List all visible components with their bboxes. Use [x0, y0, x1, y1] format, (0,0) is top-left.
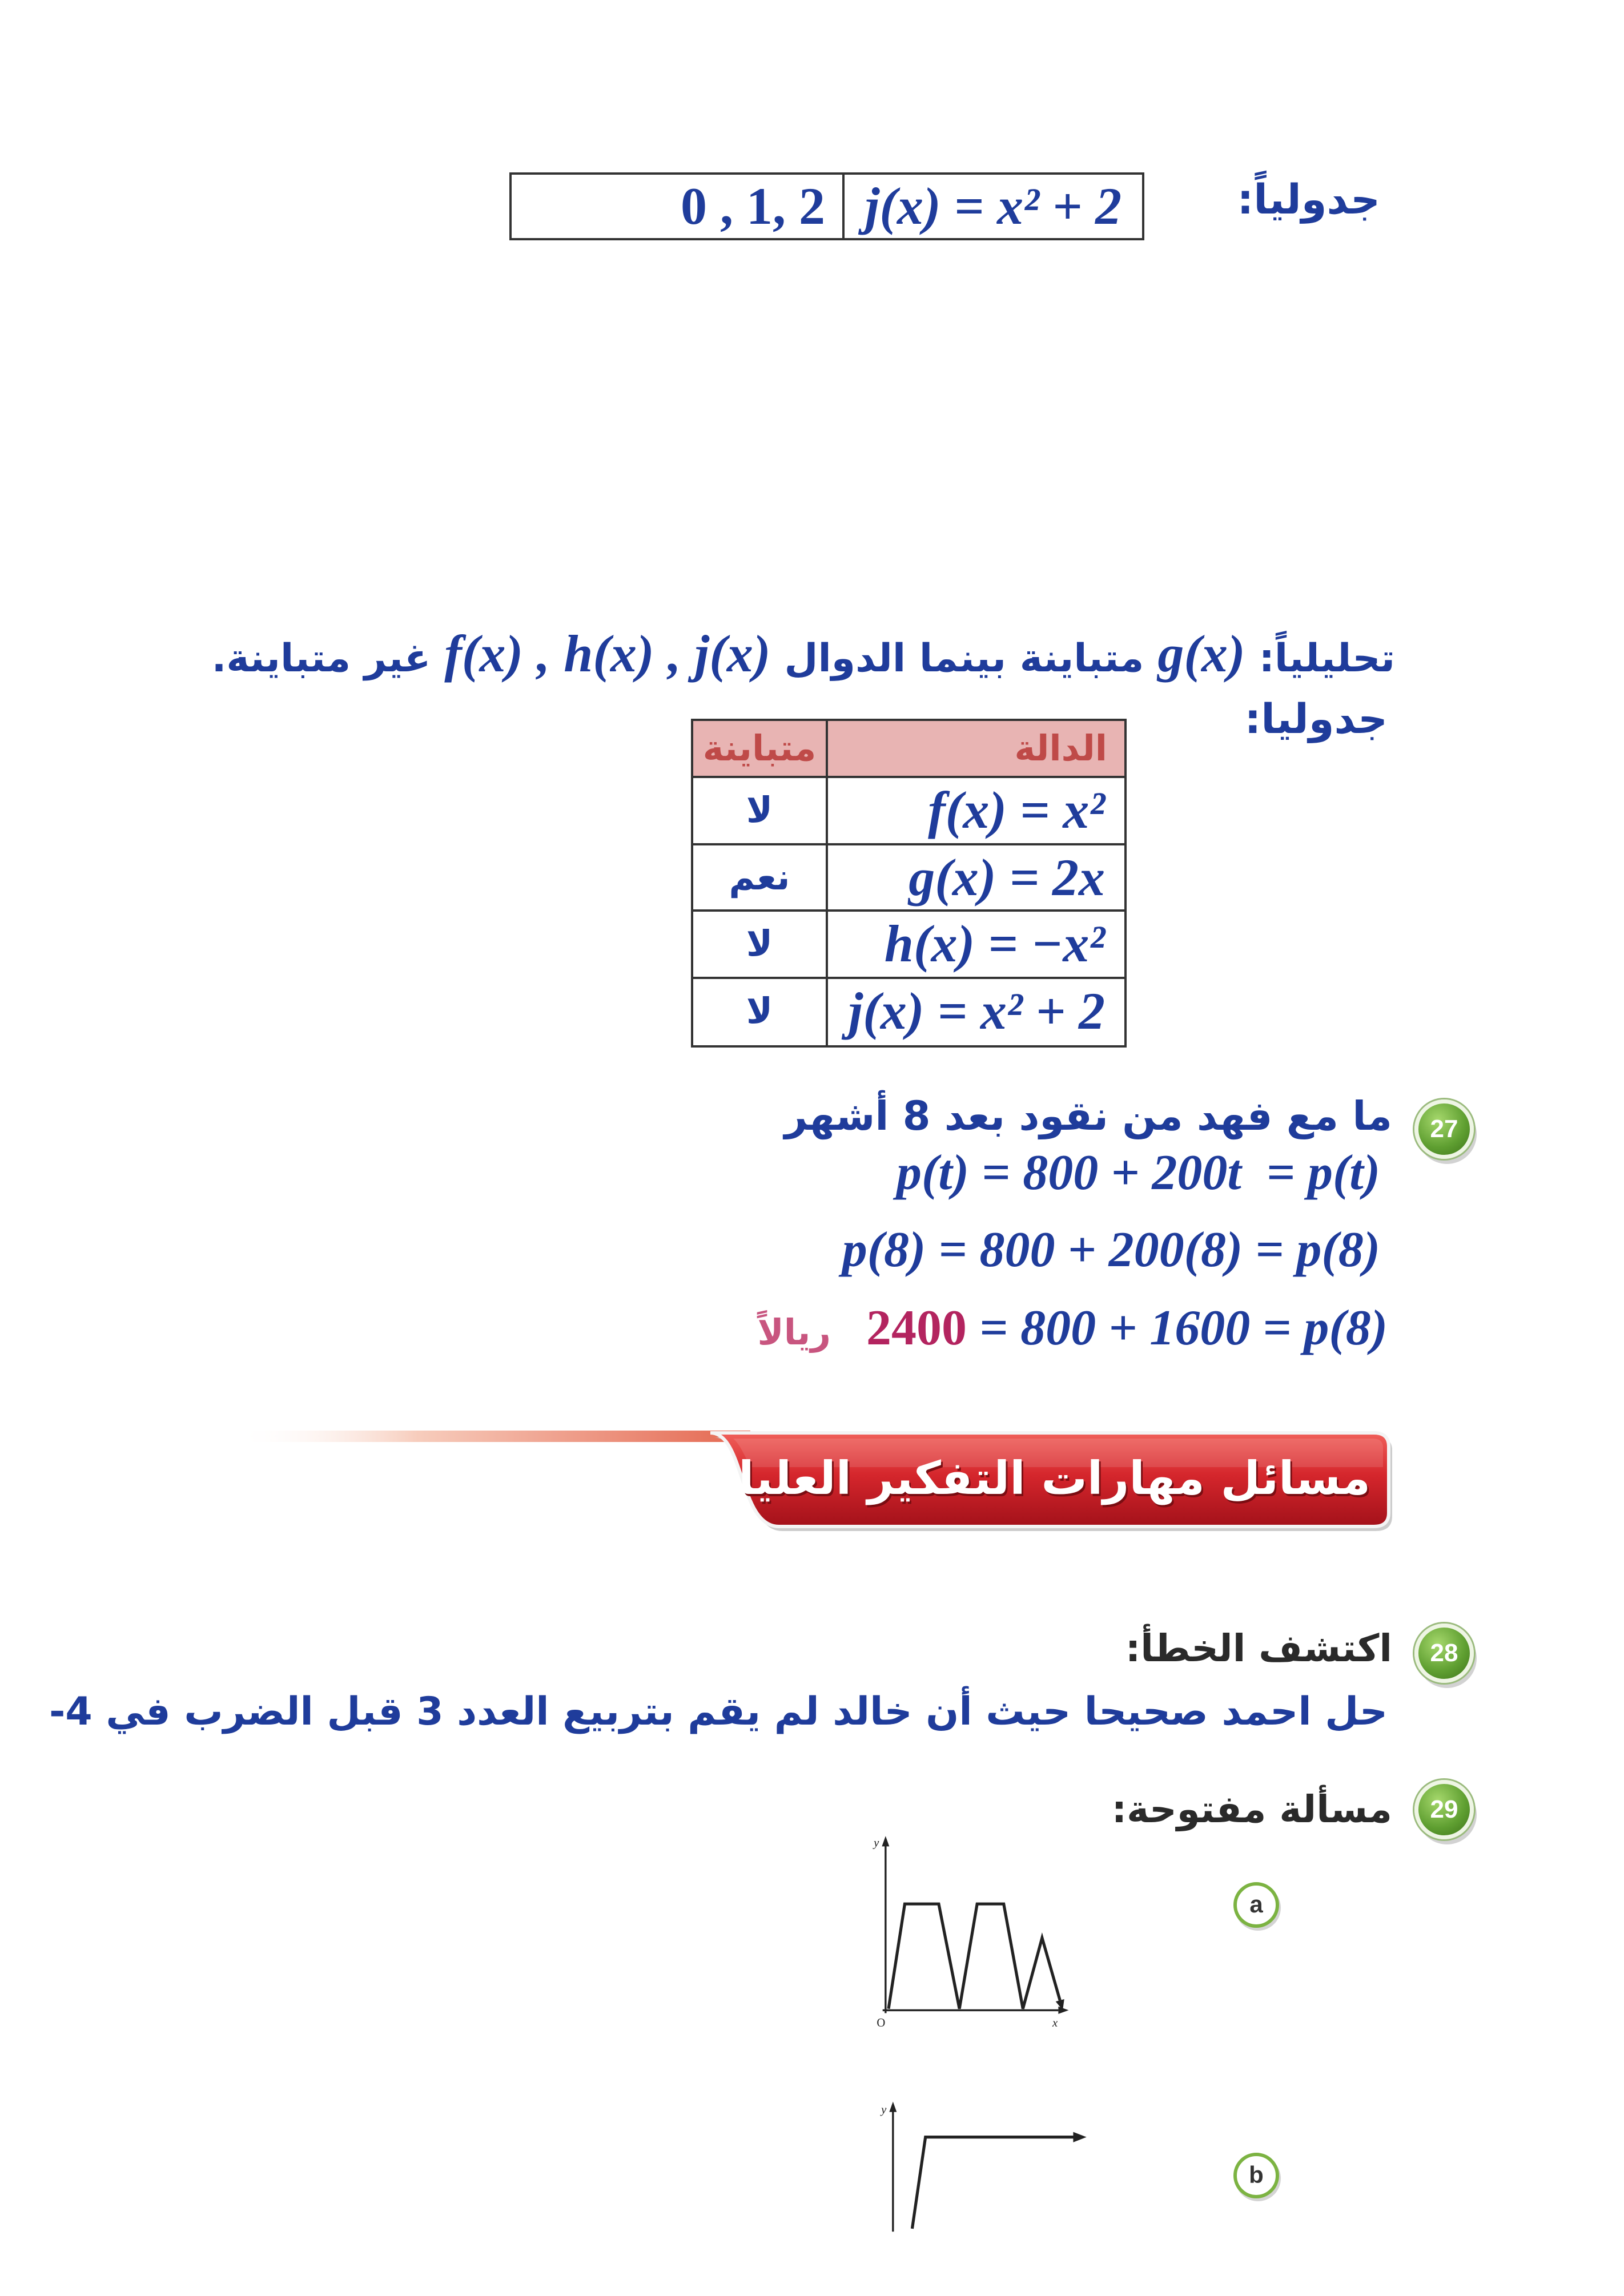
- part-b-label: b: [1233, 2153, 1279, 2198]
- equation-line-2: p(8) = 800 + 200(8) = p(8): [842, 1222, 1380, 1278]
- equation-line-1: p(t) = 800 + 200t = p(t): [897, 1145, 1380, 1201]
- graph-b-curve: [912, 2137, 1075, 2229]
- banner-fade-line: [236, 1431, 750, 1442]
- function-g: g(x): [1157, 625, 1245, 683]
- analytic-statement: [212, 619, 1395, 688]
- graph-b-y-arrow: [889, 2102, 897, 2112]
- graph-a-y-label: y: [874, 1836, 879, 1850]
- function-h: h(x): [564, 625, 654, 683]
- analytic-middle-text: متباينة بينما الدوال: [784, 636, 1144, 681]
- function-cell: j(x) = x² + 2: [865, 177, 1122, 235]
- analytic-end-text: غير متباينة.: [211, 636, 431, 681]
- equation-line-3: [758, 1294, 1388, 1363]
- graph-a-origin-label: O: [877, 2016, 886, 2029]
- question-27-text: ما مع فهد من نقود بعد 8 أشهر: [784, 1093, 1392, 1139]
- table-cell-function: h(x) = −x²: [828, 912, 1124, 979]
- analytic-label: تحليلياً:: [1259, 636, 1395, 681]
- table-cell-answer: لا: [693, 979, 828, 1045]
- one-to-one-table: [691, 719, 1127, 1048]
- question-29-badge: 29: [1414, 1780, 1474, 1839]
- graph-a-x-label: x: [1052, 2016, 1058, 2029]
- question-28-badge: 28: [1414, 1624, 1474, 1683]
- question-28-title: اكتشف الخطأ:: [1125, 1626, 1392, 1670]
- graph-a-x-arrow: [1058, 2007, 1068, 2014]
- graph-a-y-arrow: [882, 1836, 889, 1846]
- graph-a: [856, 1823, 1092, 2029]
- table-cell-answer: نعم: [693, 845, 828, 912]
- comma-separator: ,: [668, 625, 681, 683]
- header-function: الدالة: [828, 721, 1124, 778]
- graph-b-curve-arrow: [1073, 2132, 1086, 2142]
- question-29-title: مسألة مفتوحة:: [1111, 1787, 1392, 1831]
- question-27-badge: 27: [1414, 1099, 1474, 1159]
- function-f: f(x): [444, 625, 524, 683]
- final-result: 2400: [866, 1300, 967, 1356]
- table-cell-answer: لا: [693, 912, 828, 979]
- table-cell-answer: لا: [693, 778, 828, 845]
- domain-values-cell: 0 , 1, 2: [512, 175, 845, 238]
- tabular-label-1: جدولياً:: [1237, 175, 1380, 223]
- header-one-to-one: متباينة: [693, 721, 828, 778]
- comma-separator: ,: [537, 625, 550, 683]
- question-28-answer: حل احمد صحيحا حيث أن خالد لم يقم بتربيع العدد 3 قبل الضرب في 4-: [49, 1689, 1388, 1734]
- part-a-label: a: [1233, 1882, 1279, 1928]
- banner-title: مسائل مهارات التفكير العليا: [738, 1452, 1370, 1505]
- values-table: [509, 172, 1144, 240]
- table-cell-function: g(x) = 2x: [828, 845, 1124, 912]
- tabular-label-2: جدوليا:: [1244, 695, 1388, 743]
- final-equation: = 800 + 1600 = p(8): [966, 1300, 1388, 1356]
- currency-unit: ريالاً: [757, 1311, 831, 1353]
- graph-b-y-label: y: [881, 2104, 887, 2117]
- graph-a-curve: [889, 1904, 1060, 2009]
- graph-b: [871, 2093, 1100, 2236]
- table-cell-function: j(x) = x² + 2: [848, 982, 1105, 1040]
- function-j: j(x): [694, 625, 771, 683]
- table-cell-function: f(x) = x²: [828, 778, 1124, 845]
